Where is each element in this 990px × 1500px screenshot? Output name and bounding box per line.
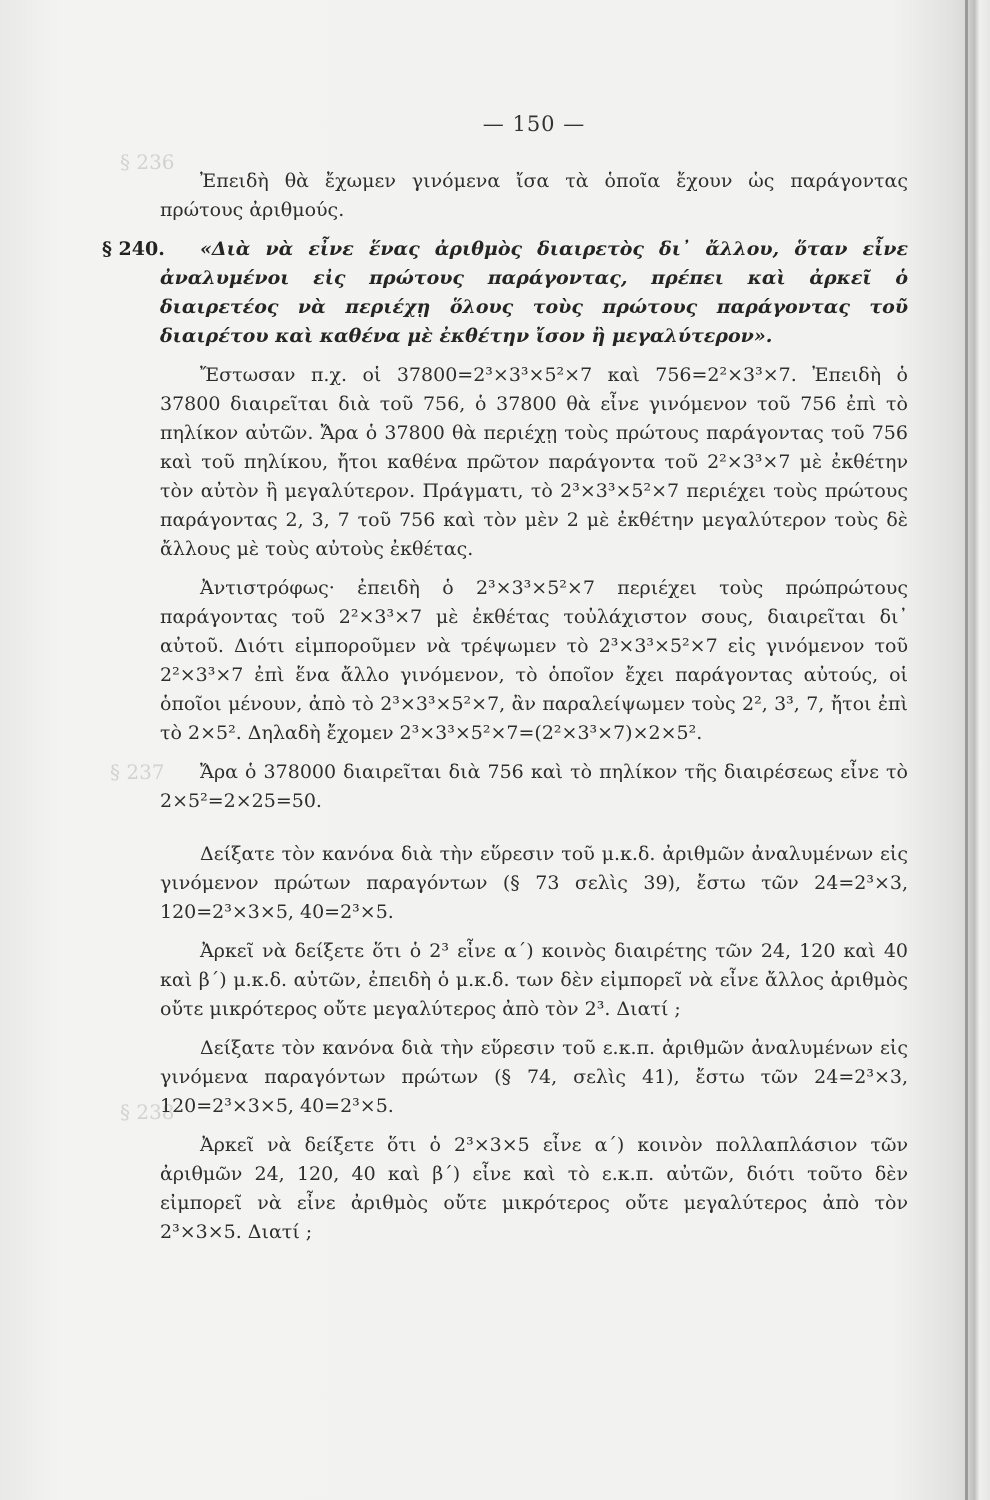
exercise-gcd: Δείξατε τὸν κανόνα διὰ τὴν εὕρεσιν τοῦ μ.κ.δ. ἀριθμῶν ἀναλυμένων εἰς γινόμενον πρώτων παραγόντων (§ 73 σελὶς 39), ἔστω τῶν 24=2³×3, 120=2³×3×5, 40=2³×5. [160, 843, 908, 923]
paragraph-intro: Ἐπειδὴ θὰ ἔχωμεν γινόμενα ἴσα τὰ ὁποῖα ἔχουν ὡς παράγοντας πρώτους ἀριθμούς. [160, 170, 908, 221]
bleed-through-decoration: § 238 [120, 1100, 175, 1124]
paragraph-converse: Ἀντιστρόφως· ἐπειδὴ ὁ 2³×3³×5²×7 περιέχει τοὺς πρώπρώτους παράγοντας τοῦ 2²×3³×7 μὲ ἐκθέτας τοὐλάχιστον σους, διαιρεῖται δι᾿ αὐτοῦ. Διότι εἰμποροῦμεν νὰ τρέψωμεν τὸ 2³×3³×5²×7 εἰς γινόμενον τοῦ 2²×3³×7 ἐπὶ ἕνα ἄλλο γινόμενον, τὸ ὁποῖον ἔχει παράγοντας αὐτούς, οἱ ὁποῖοι μένουν, ἀπὸ τὸ 2³×3³×5²×7, ἂν παραλείψωμεν τοὺς 2², 3³, 7, ἤτοι ἐπὶ τὸ 2×5². Δηλαδὴ ἔχομεν 2³×3³×5²×7=(2²×3³×7)×2×5². [160, 577, 908, 744]
paragraph-conclusion: Ἄρα ὁ 378000 διαιρεῖται διὰ 756 καὶ τὸ πηλίκον τῆς διαιρέσεως εἶνε τὸ 2×5²=2×25=50. [160, 761, 908, 812]
exercise-gcd-hint: Ἀρκεῖ νὰ δείξετε ὅτι ὁ 2³ εἶνε α΄) κοινὸς διαιρέτης τῶν 24, 120 καὶ 40 καὶ β΄) μ.κ.δ. αὐτῶν, ἐπειδὴ ὁ μ.κ.δ. των δὲν εἰμπορεῖ νὰ εἶνε ἄλλος ἀριθμὸς οὔτε μικρότερος οὔτε μεγαλύτερος ἀπὸ τὸν 2³. Διατί ; [160, 940, 908, 1020]
exercise-lcm-hint: Ἀρκεῖ νὰ δείξετε ὅτι ὁ 2³×3×5 εἶνε α΄) κοινὸν πολλαπλάσιον τῶν ἀριθμῶν 24, 120, 40 καὶ β΄) εἶνε καὶ τὸ ε.κ.π. αὐτῶν, διότι τοῦτο δὲν εἰμπορεῖ νὰ εἶνε ἀριθμὸς οὔτε μικρότερος οὔτε μεγαλύτερος ἀπὸ τὸν 2³×3×5. Διατί ; [160, 1134, 908, 1243]
page-edge-line [965, 0, 968, 1500]
exercise-lcm: Δείξατε τὸν κανόνα διὰ τὴν εὕρεσιν τοῦ ε.κ.π. ἀριθμῶν ἀναλυμένων εἰς γινόμενα παραγόντων πρώτων (§ 74, σελὶς 41), ἔστω τῶν 24=2³×3, 120=2³×3×5, 40=2³×5. [160, 1037, 908, 1117]
section-number: § 240. [102, 238, 165, 260]
rule-paragraph [102, 235, 908, 351]
paragraph-example: Ἔστωσαν π.χ. οἱ 37800=2³×3³×5²×7 καὶ 756=2²×3³×7. Ἐπειδὴ ὁ 37800 διαιρεῖται διὰ τοῦ 756, ὁ 37800 θὰ εἶνε γινόμενον τοῦ 756 ἐπὶ τὸ πηλίκον αὐτῶν. Ἄρα ὁ 37800 θὰ περιέχῃ τοὺς πρώτους παράγοντας τοῦ 756 καὶ τοῦ πηλίκου, ἤτοι καθένα πρῶτον παράγοντα τοῦ 2²×3³×7 μὲ ἐκθέτην τὸν αὐτὸν ἢ μεγαλύτερον. Πράγματι, τὸ 2³×3³×5²×7 περιέχει τοὺς πρώτους παράγοντας 2, 3, 7 τοῦ 756 καὶ τὸν μὲν 2 μὲ ἐκθέτην μεγαλύτερον τοὺς δὲ ἄλλους μὲ τοὺς αὐτοὺς ἐκθέτας. [160, 364, 908, 560]
rule-text: «Διὰ νὰ εἶνε ἕνας ἀριθμὸς διαιρετὸς δι᾿ ἄλλου, ὅταν εἶνε ἀναλυμένοι εἰς πρώτους παράγοντας, πρέπει καὶ ἀρκεῖ ὁ διαιρετέος νὰ περιέχῃ ὅλους τοὺς πρώτους παράγοντας τοῦ διαιρέτου καὶ καθένα μὲ ἐκθέτην ἴσον ἢ μεγαλύτερον». [160, 238, 908, 347]
bleed-through-decoration: § 237 [110, 760, 165, 784]
page-number: — 150 — [482, 112, 586, 136]
bleed-through-decoration: § 236 [120, 150, 175, 174]
spacer [160, 826, 908, 840]
